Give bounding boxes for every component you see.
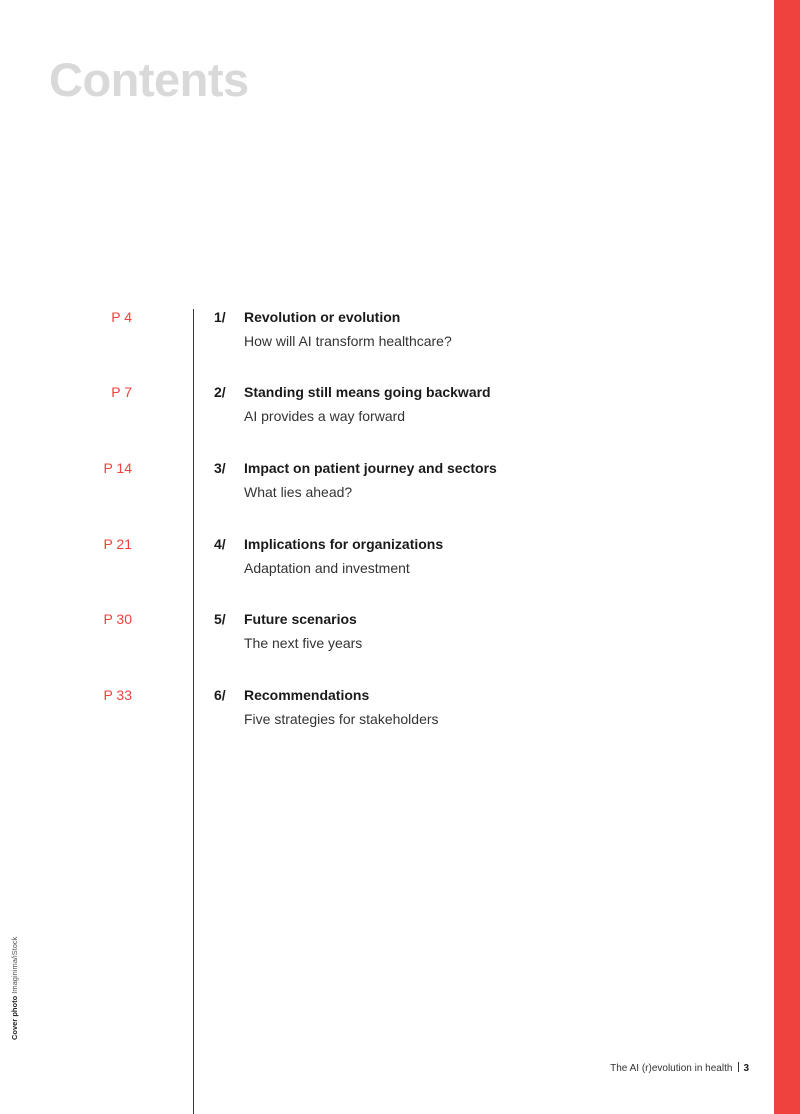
footer-publication-title: The AI (r)evolution in health <box>610 1063 733 1074</box>
toc-heading[interactable]: Standing still means going backward <box>244 384 491 400</box>
toc-entry-6[interactable] <box>0 686 760 746</box>
toc-entry-4[interactable] <box>0 535 760 595</box>
toc-page-number: P 4 <box>111 309 132 325</box>
footer-page-number: 3 <box>743 1063 749 1074</box>
toc-subtitle: What lies ahead? <box>244 484 353 500</box>
toc-section-number: 5/ <box>214 611 226 627</box>
toc-section-number: 1/ <box>214 309 226 325</box>
toc-entry-3[interactable] <box>0 459 760 519</box>
footer-separator <box>738 1062 739 1072</box>
toc-entry-5[interactable] <box>0 610 760 670</box>
toc-page-number: P 33 <box>103 687 132 703</box>
toc-heading[interactable]: Implications for organizations <box>244 536 444 552</box>
toc-heading[interactable]: Impact on patient journey and sectors <box>244 460 497 476</box>
toc-heading[interactable]: Future scenarios <box>244 611 357 627</box>
toc-subtitle: Five strategies for stakeholders <box>244 711 439 727</box>
toc-heading[interactable]: Recommendations <box>244 687 370 703</box>
toc-subtitle: How will AI transform healthcare? <box>244 333 452 349</box>
toc-entry-1[interactable] <box>0 308 760 368</box>
toc-page-number: P 14 <box>103 460 132 476</box>
credit-label: Cover photo <box>10 995 19 1040</box>
toc-page-number: P 7 <box>111 384 132 400</box>
toc-section-number: 3/ <box>214 460 226 476</box>
toc-heading[interactable]: Revolution or evolution <box>244 309 401 325</box>
toc-page-number: P 30 <box>103 611 132 627</box>
page-footer <box>610 1062 749 1076</box>
cover-photo-credit <box>10 937 20 1040</box>
page-title: Contents <box>49 53 249 106</box>
toc-subtitle: The next five years <box>244 635 363 651</box>
toc-subtitle: Adaptation and investment <box>244 560 410 576</box>
toc-section-number: 2/ <box>214 384 226 400</box>
toc-section-number: 4/ <box>214 536 226 552</box>
toc-entry-2[interactable] <box>0 383 760 443</box>
toc-section-number: 6/ <box>214 687 226 703</box>
accent-bar <box>774 0 800 1114</box>
toc-subtitle: AI provides a way forward <box>244 408 406 424</box>
toc-page-number: P 21 <box>103 536 132 552</box>
credit-source: Imaginima/iStock <box>10 936 19 994</box>
